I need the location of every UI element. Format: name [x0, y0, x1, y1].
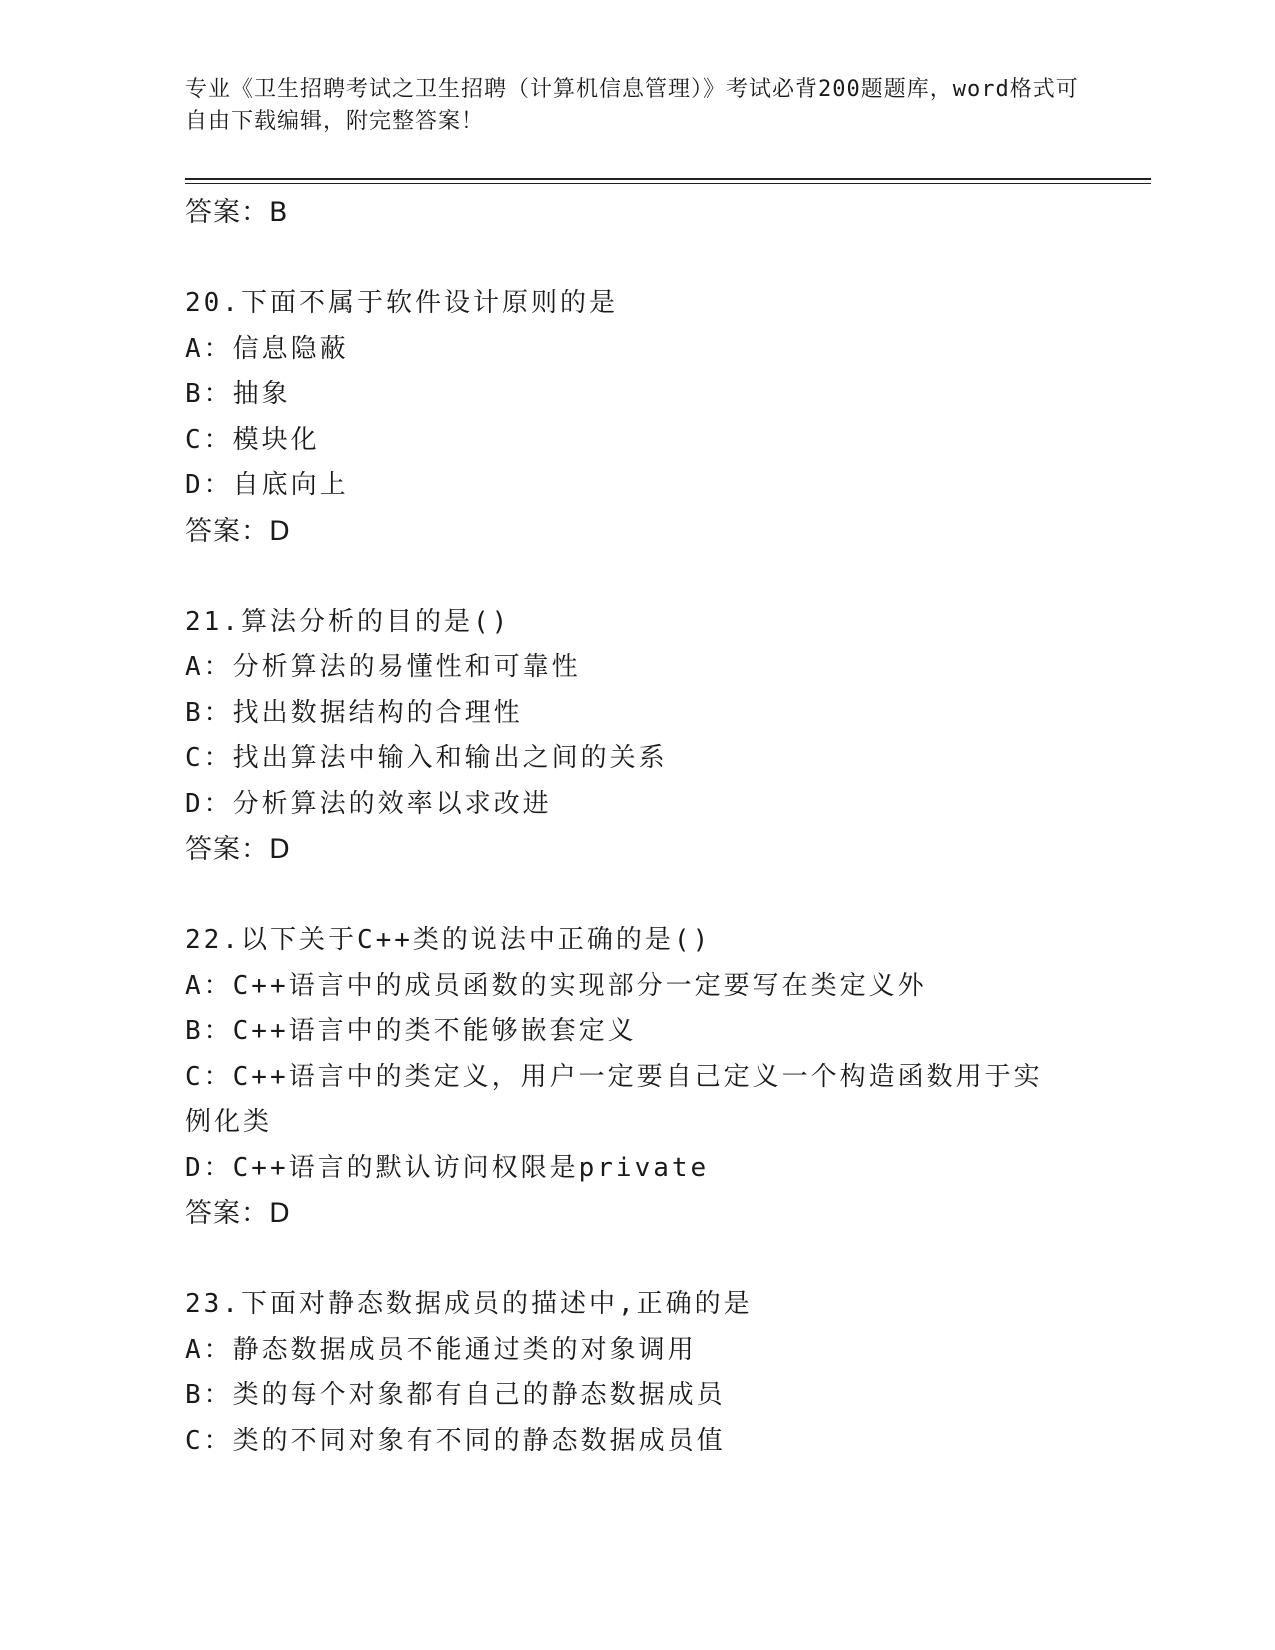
option-c: C：模块化: [185, 424, 320, 455]
header-rule-thin: [185, 183, 1151, 184]
question-23: [185, 1282, 1065, 1464]
previous-answer: 答案：B: [185, 197, 289, 228]
option-b: B：抽象: [185, 379, 291, 409]
question-21: [185, 600, 1065, 873]
spacer: [185, 236, 1065, 282]
spacer: [185, 554, 1065, 600]
option-a: A：静态数据成员不能通过类的对象调用: [185, 1334, 697, 1365]
question-stem: 20.下面不属于软件设计原则的是: [185, 288, 618, 318]
header-rule-thick: [185, 178, 1151, 180]
question-stem: 22.以下关于C++类的说法中正确的是(): [185, 925, 712, 955]
option-c: C：C++语言中的类定义，用户一定要自己定义一个构造函数用于实例化类: [185, 1061, 1043, 1137]
answer: 答案：D: [185, 1198, 291, 1229]
option-b: B：类的每个对象都有自己的静态数据成员: [185, 1380, 726, 1410]
option-a: A：分析算法的易懂性和可靠性: [185, 652, 581, 682]
question-content: [185, 190, 1065, 1464]
spacer: [185, 873, 1065, 919]
option-d: D：C++语言的默认访问权限是private: [185, 1152, 710, 1183]
spacer: [185, 1237, 1065, 1283]
question-22: [185, 918, 1065, 1237]
answer: 答案：D: [185, 515, 291, 547]
question-20: [185, 281, 1065, 554]
answer: 答案：D: [185, 834, 291, 865]
option-b: B：找出数据结构的合理性: [185, 697, 523, 728]
option-b: B：C++语言中的类不能够嵌套定义: [185, 1016, 637, 1046]
option-c: C：类的不同对象有不同的静态数据成员值: [185, 1425, 726, 1456]
option-a: A：信息隐蔽: [185, 333, 349, 364]
question-stem: 23.下面对静态数据成员的描述中,正确的是: [185, 1289, 753, 1319]
option-a: A：C++语言中的成员函数的实现部分一定要写在类定义外: [185, 970, 927, 1001]
option-d: D：分析算法的效率以求改进: [185, 788, 552, 819]
document-header: 专业《卫生招聘考试之卫生招聘（计算机信息管理）》考试必背200题题库，word格式可自由下载编辑，附完整答案！: [185, 77, 1079, 134]
option-d: D：自底向上: [185, 470, 349, 500]
question-stem: 21.算法分析的目的是(): [185, 606, 511, 637]
option-c: C：找出算法中输入和输出之间的关系: [185, 743, 668, 773]
